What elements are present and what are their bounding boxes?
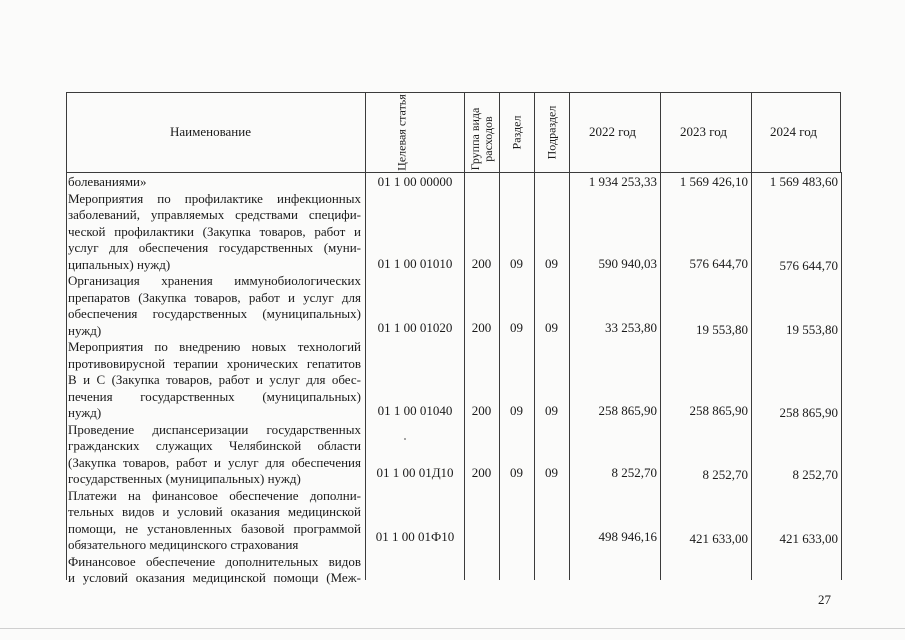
- row-0-code: 01 1 00 00000: [377, 174, 453, 189]
- row-1-2022: 590 940,03: [598, 256, 657, 271]
- name-line: обеспечения государственных (муниципальных): [68, 306, 361, 321]
- row-5-2023: 421 633,00: [689, 531, 748, 546]
- row-3-2023: 258 865,90: [689, 403, 748, 418]
- row-4-group: 200: [471, 465, 492, 480]
- header-cell-target: [365, 92, 464, 172]
- row-1-group: 200: [471, 256, 492, 271]
- row-0-2024: 1 569 483,60: [769, 174, 838, 189]
- row-2-code: 01 1 00 01020: [377, 320, 453, 335]
- row-5-2022: 498 946,16: [598, 529, 657, 544]
- row-2-group: 200: [471, 320, 492, 335]
- header-target-article: Целевая статья: [394, 94, 409, 171]
- row-1-2023: 576 644,70: [689, 256, 748, 271]
- row-3-subsection: 09: [545, 403, 558, 418]
- row-4-section: 09: [510, 465, 523, 480]
- row-5-code: 01 1 00 01Ф10: [375, 529, 455, 544]
- page-number: 27: [818, 592, 831, 607]
- row-2-2024: 19 553,80: [786, 322, 838, 337]
- name-line: (Закупка товаров, работ и услуг для обеспечения: [68, 454, 361, 470]
- row-3-2022: 258 865,90: [598, 403, 657, 418]
- row-4-2024: 8 252,70: [792, 467, 838, 482]
- name-line: услуг для обеспечения государственных (муни-: [68, 240, 361, 255]
- row-0-2022: 1 934 253,33: [588, 174, 657, 189]
- row-4-2022: 8 252,70: [611, 465, 657, 480]
- name-line: болеваниями»: [68, 174, 147, 189]
- name-line: Финансовое обеспечение дополнительных видов: [68, 553, 361, 569]
- row-2-subsection: 09: [545, 320, 558, 335]
- name-line: нужд): [68, 322, 102, 338]
- header-2024: 2024 год: [770, 124, 817, 139]
- header-name: Наименование: [170, 124, 251, 139]
- row-2-section: 09: [510, 320, 523, 335]
- row-4-subsection: 09: [545, 465, 558, 480]
- name-line: Мероприятия по внедрению новых технологий: [68, 339, 361, 354]
- name-line: гражданских служащих Челябинской области: [68, 438, 361, 453]
- name-line: Платежи на финансовое обеспечение дополни-: [68, 487, 361, 503]
- scan-speck: [404, 438, 406, 440]
- row-1-section: 09: [510, 256, 523, 271]
- row-3-group: 200: [471, 403, 492, 418]
- row-2-2023: 19 553,80: [696, 322, 748, 337]
- name-line: Мероприятия по профилактике инфекционных: [68, 190, 361, 206]
- page-edge-line: [0, 628, 905, 629]
- header-2023: 2023 год: [680, 124, 727, 139]
- row-1-code: 01 1 00 01010: [377, 256, 453, 271]
- header-subsection: Подраздел: [544, 105, 559, 160]
- name-column-text: [68, 174, 361, 587]
- name-line: противовирусной терапии хронических гепатитов: [68, 355, 361, 371]
- name-line: В и С (Закупка товаров, работ и услуг для обес-: [68, 372, 361, 387]
- name-line: ципальных) нужд): [68, 256, 171, 272]
- name-line: Проведение диспансеризации государственных: [68, 421, 361, 437]
- header-2022: 2022 год: [589, 124, 636, 139]
- row-4-2023: 8 252,70: [702, 467, 748, 482]
- header-expense-group: Группа вида расходов: [468, 107, 495, 171]
- row-3-2024: 258 865,90: [779, 405, 838, 420]
- row-1-subsection: 09: [545, 256, 558, 271]
- name-line: обязательного медицинского страхования: [68, 537, 299, 552]
- row-0-2023: 1 569 426,10: [679, 174, 748, 189]
- row-2-2022: 33 253,80: [605, 320, 657, 335]
- row-3-code: 01 1 00 01040: [377, 403, 453, 418]
- row-5-2024: 421 633,00: [779, 531, 838, 546]
- header-bottom-border: [66, 172, 841, 173]
- header-section: Раздел: [509, 115, 524, 150]
- name-line: и условий оказания медицинской помощи (Меж-: [68, 570, 361, 585]
- row-1-2024: 576 644,70: [779, 258, 838, 273]
- row-3-section: 09: [510, 403, 523, 418]
- name-line: нужд): [68, 405, 102, 420]
- name-line: заболеваний, управляемых средствами специфи-: [68, 207, 361, 222]
- name-line: Организация хранения иммунобиологических: [68, 273, 361, 288]
- name-line: государственных (муниципальных) нужд): [68, 471, 301, 486]
- name-line: печения государственных (муниципальных): [68, 388, 361, 404]
- name-line: ческой профилактики (Закупка товаров, работ и: [68, 223, 361, 239]
- name-line: тельных видов и условий оказания медицинской: [68, 504, 361, 519]
- row-4-code: 01 1 00 01Д10: [376, 465, 454, 480]
- name-line: помощи, не установленных базовой программой: [68, 520, 361, 536]
- name-line: препаратов (Закупка товаров, работ и услуг для: [68, 289, 361, 305]
